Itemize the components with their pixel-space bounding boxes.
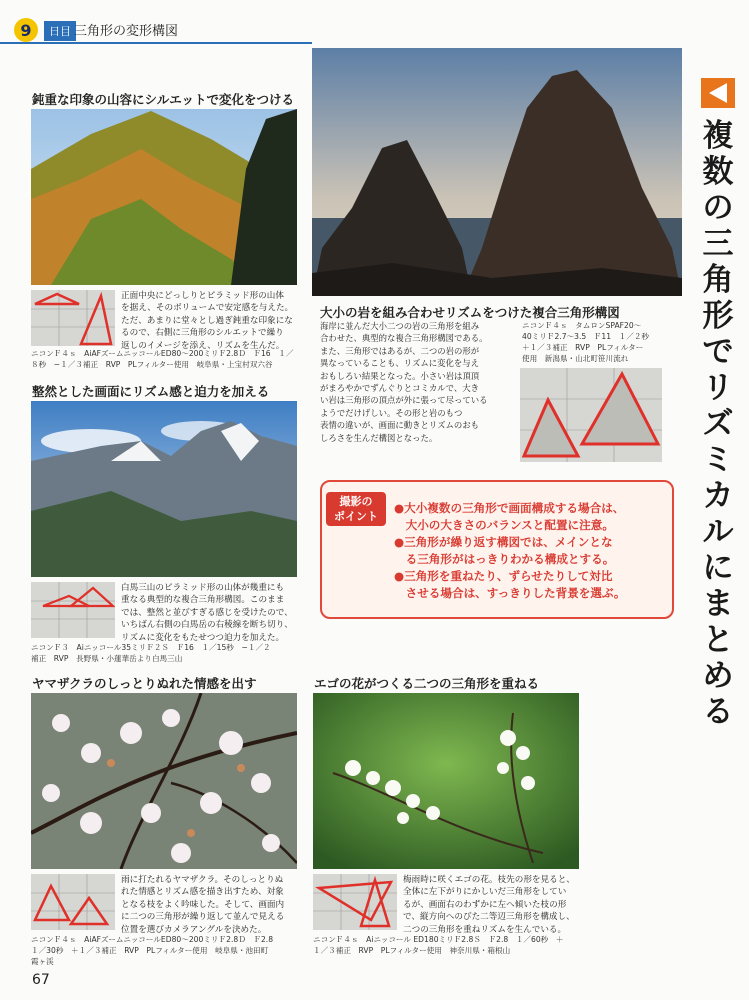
photo-meta: ニコンＦ４ｓ タムロンSPAF20〜 40ミリＦ2.7〜3.5 Ｆ11 １／２秒 ＋１／３補正 RVP PLフィルター 使用 新潟県・山北町笹川流れ [522, 321, 650, 363]
page-number: 67 [32, 972, 50, 988]
section-body: 海岸に並んだ大小二つの岩の三角形を組み 合わせた、典型的な複合三角形構図である。 また、三角形ではあるが、二つの岩の形が 異なっていることも、リズムに変化を与え おもしろい結果となった。小さい岩は頂頂 がまろやかでずんぐりとコミカルで、大き い岩は三角形の頂点が外に張って尽っている ようでだけげしい。その形と岩のもつ 表情の違いが、画面に動きとリズムのおも しろさを生んだ構図となった。 [320, 321, 488, 443]
section-body: 白馬三山のピラミッド形の山体が幾重にも 重なる典型的な複合三角形構図。このまま では、整然と並びすぎる感じを受けたので、 いちばん右側の白馬岳の右稜線を断ち切り、 リズムに変化をもたせつつ迫力を加えた。 [121, 583, 293, 643]
day-number-badge: 9 [14, 18, 38, 42]
section-body: 正面中央にどっしりとピラミッド形の山体 を据え、そのボリュームで安定感を与えた。 ただ、あまりに堂々とし過ぎ鈍重な印象にな るので、右側に三角形のシルエットで繰り 返しのイメージを添え、リズムを生んだ。 [121, 291, 294, 351]
diagram-thumbnail [31, 874, 115, 930]
photo-meta: ニコンＦ４ｓ Aiニッコール ED180ミリＦ2.8Ｓ Ｆ2.8 １／60秒 ＋ １／３補正 RVP PLフィルター使用 神奈川県・箱根山 [313, 935, 564, 955]
diagram-thumbnail [31, 290, 115, 346]
section-caption: エゴの花がつくる二つの三角形を重ねる [314, 676, 540, 691]
day-label: 日目 [44, 21, 76, 41]
section-caption: 整然とした画面にリズム感と迫力を加える [32, 384, 270, 399]
point-item: させる場合は、すっきりした背景を選ぶ。 [394, 586, 626, 600]
header-rule [0, 42, 312, 44]
title-marker-icon [701, 78, 735, 108]
photo-autumn-mountain [31, 109, 297, 285]
point-item: 大小の大きさのバランスと配置に注意。 [394, 518, 614, 532]
photo-mountain-cherry [31, 693, 297, 869]
point-item: ●三角形が繰り返す構図では、メインとな [394, 535, 613, 549]
photo-ego-flowers [313, 693, 579, 869]
diagram-thumbnail [31, 582, 115, 638]
photo-meta: ニコンＦ３ Aiニッコール35ミリＦ２Ｓ Ｆ16 １／15秒 −１／２ 補正 RVP 長野県・小蓮華岳より白馬三山 [31, 643, 271, 663]
section-caption: 鈍重な印象の山容にシルエットで変化をつける [32, 92, 294, 107]
photo-coastal-rocks [312, 48, 682, 296]
section-body: 梅雨時に咲くエゴの花。枝先の形を見ると、 全体に左下がりにかしいだ三角形をしてい るが、画面右のわずかに左へ傾いた枝の形 で、縦方向へのびた二等辺三角形を構成し、 二つの三角形を重ねリズムを生んでいる。 [403, 875, 575, 935]
point-item: る三角形がはっきりわかる構成とする。 [394, 552, 615, 566]
vertical-title: 複数の三角形でリズミカルにまとめる [702, 118, 734, 730]
diagram-thumbnail [313, 874, 397, 930]
point-item: ●大小複数の三角形で画面構成する場合は、 [394, 501, 625, 515]
shooting-point-list [394, 500, 625, 602]
photo-meta: ニコンＦ４ｓ AiAFズームニッコールED80〜200ミリＦ2.8Ｄ Ｆ16 １／ ８秒 −１／３補正 RVP PLフィルター使用 岐阜県・上宝村双六谷 [31, 349, 294, 369]
photo-hakuba-mountains [31, 401, 297, 577]
shooting-point-badge: 撮影の ポイント [326, 492, 386, 526]
section-caption: ヤマザクラのしっとりぬれた情感を出す [32, 676, 257, 691]
photo-meta: ニコンＦ４ｓ AiAFズームニッコールED80〜200ミリＦ2.8Ｄ Ｆ2.8 １／30秒 ＋１／３補正 RVP PLフィルター使用 岐阜県・池田町 霞ヶ渓 [31, 935, 274, 966]
chapter-title: 三角形の変形構図 [74, 24, 179, 39]
section-caption: 大小の岩を組み合わせリズムをつけた複合三角形構図 [320, 305, 620, 320]
point-item: ●三角形を重ねたり、ずらせたりして対比 [394, 569, 613, 583]
section-body: 雨に打たれるヤマザクラ。そのしっとりぬ れた情感とリズム感を描き出すため、対象 となる枝をよく吟味した。そして、画面内 に二つの三角形が繰り返して並んで見える 位置を選びカメラアングルを決めた。 [121, 875, 285, 935]
diagram-thumbnail [520, 368, 662, 462]
